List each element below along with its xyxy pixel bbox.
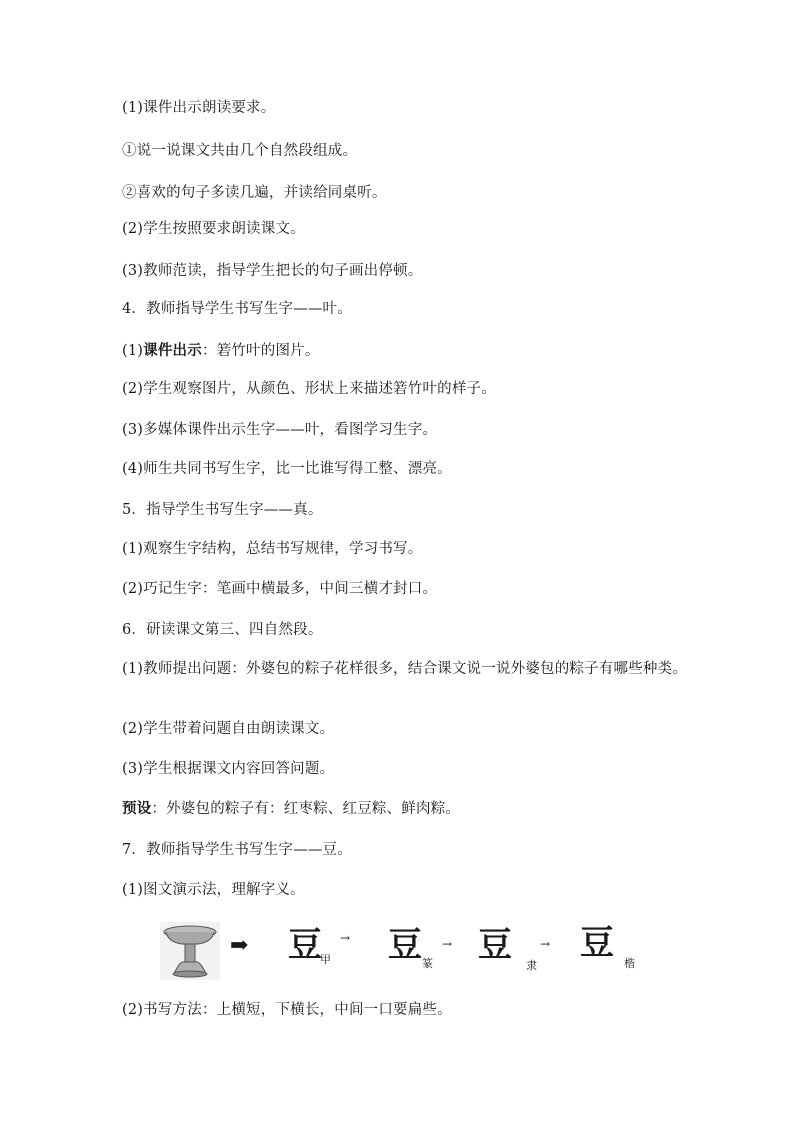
arrow-icon: → [540,937,551,951]
glyph-label: 隶 [526,959,537,972]
text-line [122,341,320,361]
text-line: (3)学生根据课文内容回答问题。 [122,761,335,777]
text-line [122,799,460,819]
bold-label: 预设 [122,800,152,817]
glyph-label: 楷 [624,957,635,970]
text-line: (4)师生共同书写生字，比一比谁写得工整、漂亮。 [122,461,452,477]
text-line: (2)学生按照要求朗读课文。 [122,221,305,237]
text-line: ②喜欢的句子多读几遍，并读给同桌听。 [122,185,387,201]
arrow-icon: → [442,937,453,951]
glyph-kaishu: 豆 [580,923,614,963]
line-prefix: (1) [122,343,144,359]
text-line: (2)学生观察图片，从颜色、形状上来描述箬竹叶的样子。 [122,381,496,397]
glyph-jiaguwen: 豆 [288,925,322,965]
text-line: (3)多媒体课件出示生字——叶，看图学习生字。 [122,422,438,438]
text-line: (1)课件出示朗读要求。 [122,100,276,116]
text-line: (2)巧记生字：笔画中横最多，中间三横才封口。 [122,581,438,597]
text-line: (2)书写方法：上横短，下横长，中间一口要扁些。 [122,1002,452,1018]
glyph-zhuanshu: 豆 [388,925,422,965]
glyph-lishu: 豆 [478,925,512,965]
section-heading: 5．指导学生书写生字——真。 [122,502,323,518]
text-line: (3)教师范读，指导学生把长的句子画出停顿。 [122,263,423,279]
section-heading: 7．教师指导学生书写生字——豆。 [122,842,352,858]
text-line: (2)学生带着问题自由朗读课文。 [122,721,335,737]
text-line: (1)观察生字结构，总结书写规律，学习书写。 [122,541,423,557]
text-line: ①说一说课文共由几个自然段组成。 [122,143,358,159]
glyph-label: 甲 [320,953,331,966]
dou-vessel-image [160,922,220,980]
text-paragraph: (1)教师提出问题：外婆包的粽子花样很多，结合课文说一说外婆包的粽子有哪些种类。 [122,661,688,677]
glyph-label: 篆 [422,957,433,970]
character-evolution-figure [160,920,650,980]
bold-label: 课件出示 [143,342,202,359]
section-heading: 6．研读课文第三、四自然段。 [122,622,323,638]
arrow-icon: ➡ [230,932,249,958]
line-rest: ：外婆包的粽子有：红枣粽、红豆粽、鲜肉粽。 [151,801,461,817]
section-heading: 4．教师指导学生书写生字——叶。 [122,301,352,317]
arrow-icon: → [340,931,351,945]
line-rest: ：箬竹叶的图片。 [201,343,320,359]
text-line: (1)图文演示法，理解字义。 [122,882,305,898]
